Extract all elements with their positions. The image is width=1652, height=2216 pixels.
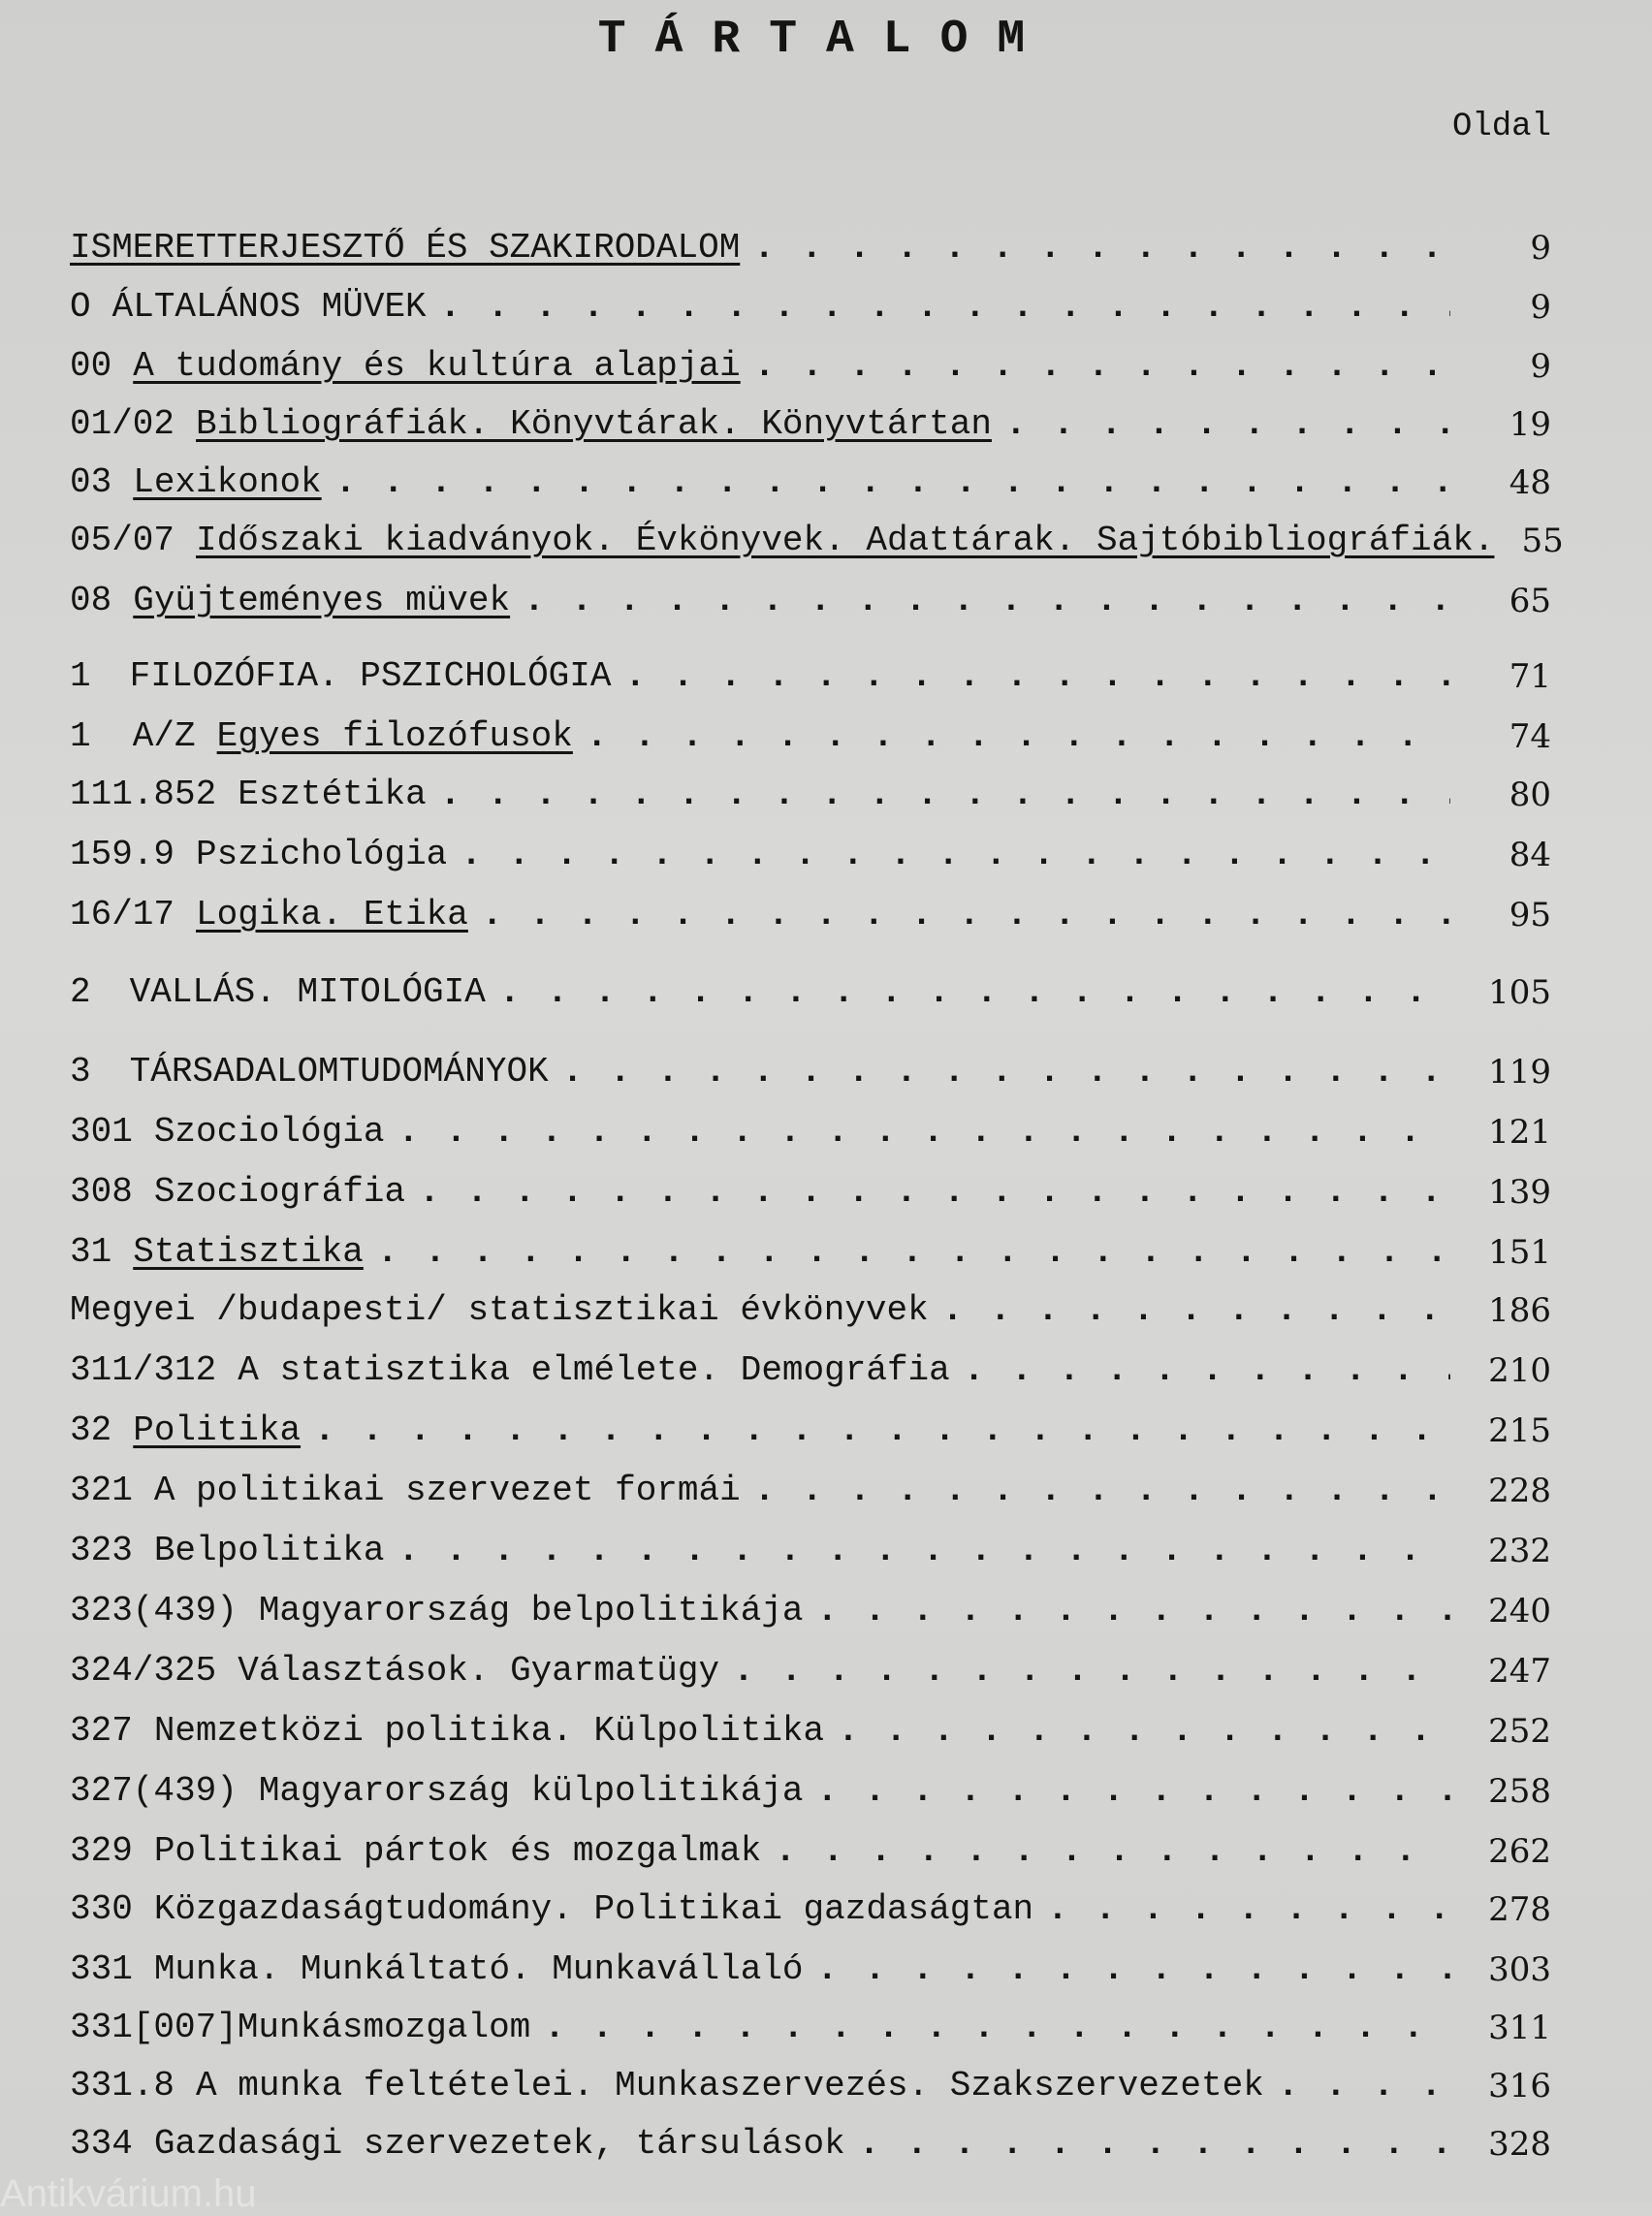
toc-entry — [70, 1163, 1551, 1214]
entry-page: 262 — [1488, 1832, 1551, 1871]
leader-dots — [1047, 1888, 1450, 1931]
leader-dots — [964, 1349, 1450, 1392]
entry-label: Pszichológia — [196, 835, 448, 874]
toc-entry — [70, 1282, 1551, 1332]
entry-page: 19 — [1509, 405, 1551, 444]
entry-label: Választások. Gyarmatügy — [238, 1651, 720, 1691]
toc-entry — [70, 1582, 1551, 1632]
toc-entry — [70, 1223, 1551, 1274]
entry-label: Munka. Munkáltató. Munkavállaló — [153, 1949, 804, 1989]
entry-page: 71 — [1509, 657, 1551, 696]
entry-code: 331 — [70, 1949, 133, 1989]
entry-page: 258 — [1488, 1772, 1551, 1811]
leader-dots — [377, 1231, 1450, 1274]
leader-dots — [859, 2123, 1450, 2166]
entry-code: 111.852 — [70, 775, 217, 814]
toc-entry — [70, 886, 1551, 936]
entry-page: 9 — [1530, 288, 1551, 327]
leader-dots — [1005, 403, 1450, 446]
entry-page: 119 — [1488, 1053, 1551, 1092]
leader-dots — [733, 1650, 1450, 1693]
toc-entry — [70, 1103, 1551, 1154]
entry-code: 3 — [70, 1052, 91, 1092]
entry-label: Munkásmozgalom — [237, 2008, 531, 2047]
leader-dots — [817, 1948, 1450, 1991]
entry-code: 05/07 — [70, 521, 175, 560]
leader-dots — [562, 1051, 1450, 1093]
toc-entry — [70, 512, 1564, 562]
entry-page: 95 — [1509, 896, 1551, 934]
entry-page: 139 — [1488, 1173, 1551, 1212]
entry-label: Lexikonok — [133, 462, 322, 502]
entry-page: 316 — [1488, 2067, 1551, 2105]
entry-label: Belpolitika — [153, 1531, 385, 1570]
entry-code: 159.9 — [70, 835, 175, 874]
entry-label: A tudomány és kultúra alapjai — [133, 346, 741, 386]
toc-entry — [70, 454, 1551, 504]
entry-label: Magyarország külpolitikája — [258, 1771, 804, 1811]
leader-dots — [775, 1830, 1450, 1873]
toc-entry — [70, 1941, 1551, 1991]
entry-page: 151 — [1488, 1233, 1551, 1272]
entry-code: 32 — [70, 1410, 112, 1450]
entry-page: 240 — [1488, 1592, 1551, 1630]
leader-dots — [482, 894, 1450, 936]
entry-page: 228 — [1488, 1472, 1551, 1510]
toc-entry — [70, 396, 1551, 446]
entry-code: 311/312 — [70, 1350, 217, 1390]
toc-entry — [70, 1402, 1551, 1452]
entry-page: 105 — [1488, 973, 1551, 1012]
toc-entry — [70, 1762, 1551, 1813]
entry-page: 186 — [1488, 1291, 1551, 1330]
leader-dots — [499, 971, 1450, 1014]
leader-dots — [1278, 2065, 1450, 2107]
leader-dots — [440, 774, 1450, 816]
entry-label: Gazdasági szervezetek, társulások — [153, 2124, 845, 2164]
entry-code: 01/02 — [70, 404, 175, 444]
entry-page: 48 — [1509, 463, 1551, 502]
toc-entry — [70, 826, 1551, 876]
leader-dots — [754, 1470, 1450, 1512]
leader-dots — [335, 461, 1450, 504]
leader-dots — [419, 1171, 1450, 1214]
toc-entry — [70, 2115, 1551, 2166]
entry-code: 331[007] — [70, 2008, 238, 2047]
entry-label: Gyüjteményes müvek — [133, 581, 511, 620]
toc-entry — [70, 1702, 1551, 1753]
leader-dots — [397, 1111, 1450, 1154]
page-title: TÁRTALOM — [597, 14, 1055, 66]
page-column-header: Oldal — [1451, 109, 1551, 145]
entry-page: 9 — [1530, 347, 1551, 386]
entry-code: 31 — [70, 1232, 112, 1272]
entry-page: 232 — [1488, 1532, 1551, 1570]
entry-code: 308 — [70, 1172, 133, 1212]
entry-code: 2 — [70, 972, 91, 1012]
entry-code: 00 — [70, 346, 112, 386]
entry-page: 74 — [1509, 717, 1551, 756]
toc-entry — [70, 1999, 1551, 2049]
entry-code: O — [70, 287, 91, 327]
entry-code: 327 — [70, 1711, 133, 1751]
toc-entry — [70, 1462, 1551, 1512]
leader-dots — [838, 1710, 1450, 1753]
toc-entry — [70, 1881, 1551, 1931]
leader-dots — [440, 286, 1450, 329]
entry-page: 215 — [1488, 1411, 1551, 1450]
entry-code: 16/17 — [70, 895, 175, 934]
toc-entry — [70, 1342, 1551, 1392]
leader-dots — [754, 345, 1450, 388]
entry-label: Időszaki kiadványok. Évkönyvek. Adattárak. Sajtóbibliográfiák. — [196, 521, 1495, 560]
toc-entry — [70, 964, 1551, 1014]
entry-label: Közgazdaságtudomány. Politikai gazdaságtan — [153, 1889, 1034, 1929]
entry-code: 1 — [70, 656, 91, 696]
entry-page: 247 — [1488, 1652, 1551, 1691]
entry-code: 330 — [70, 1889, 133, 1929]
entry-label: Szociológia — [153, 1112, 385, 1152]
leader-dots — [524, 580, 1450, 622]
entry-label: Nemzetközi politika. Külpolitika — [153, 1711, 825, 1751]
entry-code: 323(439) — [70, 1591, 238, 1630]
leader-dots — [625, 655, 1451, 698]
toc-entry — [70, 219, 1551, 269]
entry-page: 303 — [1488, 1950, 1551, 1989]
entry-label: Megyei /budapesti/ statisztikai évkönyvek — [70, 1290, 929, 1330]
entry-label: Bibliográfiák. Könyvtárak. Könyvtártan — [196, 404, 992, 444]
entry-code: 331.8 — [70, 2066, 175, 2105]
entry-page: 9 — [1530, 229, 1551, 268]
entry-label: Egyes filozófusok — [216, 716, 573, 756]
leader-dots — [314, 1409, 1450, 1452]
leader-dots — [544, 2007, 1450, 2049]
entry-page: 55 — [1521, 522, 1564, 560]
entry-label: VALLÁS. MITOLÓGIA — [129, 972, 486, 1012]
entry-label: FILOZÓFIA. PSZICHOLÓGIA — [129, 656, 612, 696]
toc-entry — [70, 648, 1551, 698]
entry-page: 80 — [1509, 776, 1551, 814]
entry-label: TÁRSADALOMTUDOMÁNYOK — [129, 1052, 549, 1092]
toc-entry — [70, 1822, 1551, 1873]
entry-code: 324/325 — [70, 1651, 217, 1691]
entry-label: Esztétika — [238, 775, 427, 814]
entry-code: 301 — [70, 1112, 133, 1152]
entry-page: 121 — [1488, 1113, 1551, 1152]
leader-dots — [461, 834, 1450, 876]
toc-entry — [70, 572, 1551, 622]
toc-entry — [70, 2057, 1551, 2107]
entry-label: Politika — [133, 1410, 302, 1450]
entry-label: Logika. Etika — [196, 895, 468, 934]
toc-entry — [70, 766, 1551, 816]
entry-code: 03 — [70, 462, 112, 502]
entry-page: 84 — [1509, 836, 1551, 874]
entry-code: 1 A/Z — [70, 716, 196, 756]
entry-page: 210 — [1488, 1351, 1551, 1390]
toc-entry — [70, 1642, 1551, 1693]
entry-code: 323 — [70, 1531, 133, 1570]
entry-code: 329 — [70, 1831, 133, 1871]
entry-label: Szociográfia — [153, 1172, 406, 1212]
entry-label: ÁLTALÁNOS MÜVEK — [111, 287, 427, 327]
entry-page: 278 — [1488, 1890, 1551, 1929]
leader-dots — [397, 1530, 1450, 1572]
toc-entry — [70, 278, 1551, 329]
leader-dots — [587, 715, 1450, 758]
entry-code: 327(439) — [70, 1771, 238, 1811]
toc-entry — [70, 1522, 1551, 1572]
entry-label: Politikai pártok és mozgalmak — [153, 1831, 762, 1871]
entry-label: A politikai szervezet formái — [153, 1471, 741, 1510]
entry-code: 334 — [70, 2124, 133, 2164]
toc-entry — [70, 1043, 1551, 1093]
entry-page: 65 — [1509, 582, 1551, 620]
entry-page: 311 — [1488, 2009, 1551, 2047]
entry-label: ISMERETTERJESZTŐ ÉS SZAKIRODALOM — [70, 228, 741, 268]
leader-dots — [817, 1590, 1450, 1632]
entry-code: 08 — [70, 581, 112, 620]
entry-label: Magyarország belpolitikája — [258, 1591, 804, 1630]
toc-entry — [70, 708, 1551, 758]
watermark: Antikvárium.hu — [0, 2172, 257, 2215]
entry-page: 328 — [1488, 2125, 1551, 2164]
entry-label: Statisztika — [133, 1232, 364, 1272]
leader-dots — [942, 1289, 1450, 1332]
leader-dots — [817, 1770, 1450, 1813]
entry-label: A statisztika elmélete. Demográfia — [238, 1350, 950, 1390]
entry-page: 252 — [1488, 1712, 1551, 1751]
entry-label: A munka feltételei. Munkaszervezés. Szakszervezetek — [196, 2066, 1264, 2105]
entry-code: 321 — [70, 1471, 133, 1510]
toc-entry — [70, 337, 1551, 388]
leader-dots — [753, 227, 1450, 269]
